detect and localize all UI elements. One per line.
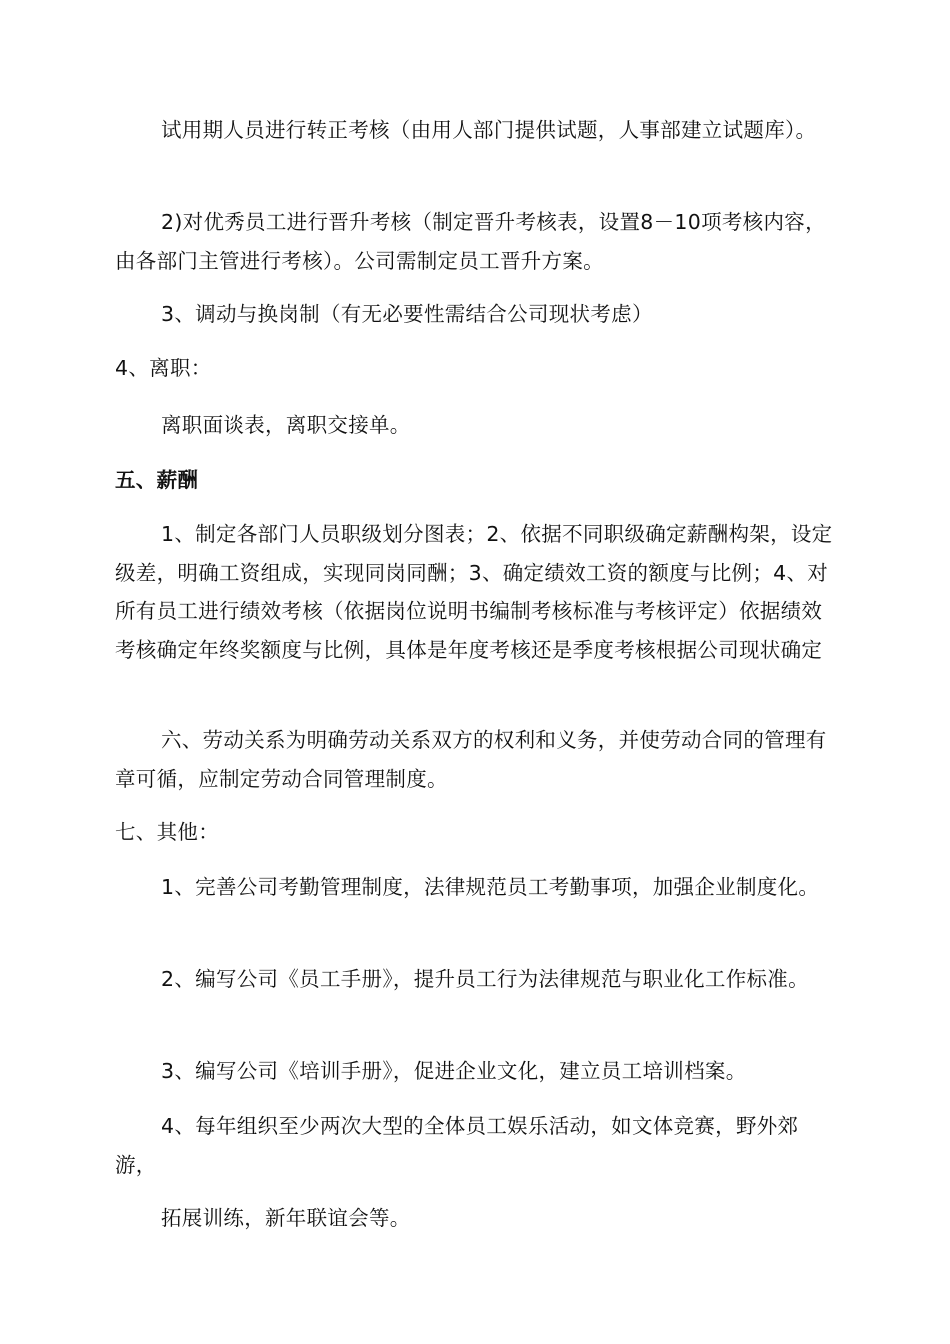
paragraph-promotion-assessment: 2)对优秀员工进行晋升考核（制定晋升考核表，设置8－10项考核内容，由各部门主管进行考核）。公司需制定员工晋升方案。 [115, 210, 826, 273]
paragraph-employee-activities: 4、每年组织至少两次大型的全体员工娱乐活动，如文体竞赛，野外郊游， [115, 1114, 799, 1177]
paragraph-probation-assessment: 试用期人员进行转正考核（由用人部门提供试题，人事部建立试题库）。 [161, 118, 817, 142]
paragraph-attendance-management: 1、完善公司考勤管理制度，法律规范员工考勤事项，加强企业制度化。 [161, 875, 820, 899]
paragraph-activities-continued: 拓展训练，新年联谊会等。 [161, 1206, 411, 1230]
paragraph-training-handbook: 3、编写公司《培训手册》，促进企业文化，建立员工培训档案。 [161, 1059, 747, 1083]
paragraph-resignation-forms: 离职面谈表，离职交接单。 [161, 413, 411, 437]
section-heading-compensation: 五、薪酬 [115, 468, 199, 492]
paragraph-employee-handbook: 2、编写公司《员工手册》，提升员工行为法律规范与职业化工作标准。 [161, 967, 809, 991]
paragraph-labor-relations: 六、劳动关系为明确劳动关系双方的权利和义务，并使劳动合同的管理有章可循，应制定劳动合同管理制度。 [115, 728, 827, 791]
paragraph-transfer-system: 3、调动与换岗制（有无必要性需结合公司现状考虑） [161, 302, 653, 326]
section-heading-resignation: 4、离职： [115, 356, 212, 380]
paragraph-compensation-details: 1、制定各部门人员职级划分图表；2、依据不同职级确定薪酬构架，设定级差，明确工资组成，实现同岗同酬；3、确定绩效工资的额度与比例；4、对所有员工进行绩效考核（依据岗位说明书编制考核标准与考核评定）依据绩效考核确定年终奖额度与比例，具体是年度考核还是季度考核根据公司现状确定 [115, 522, 833, 662]
section-heading-other: 七、其他： [115, 820, 219, 844]
